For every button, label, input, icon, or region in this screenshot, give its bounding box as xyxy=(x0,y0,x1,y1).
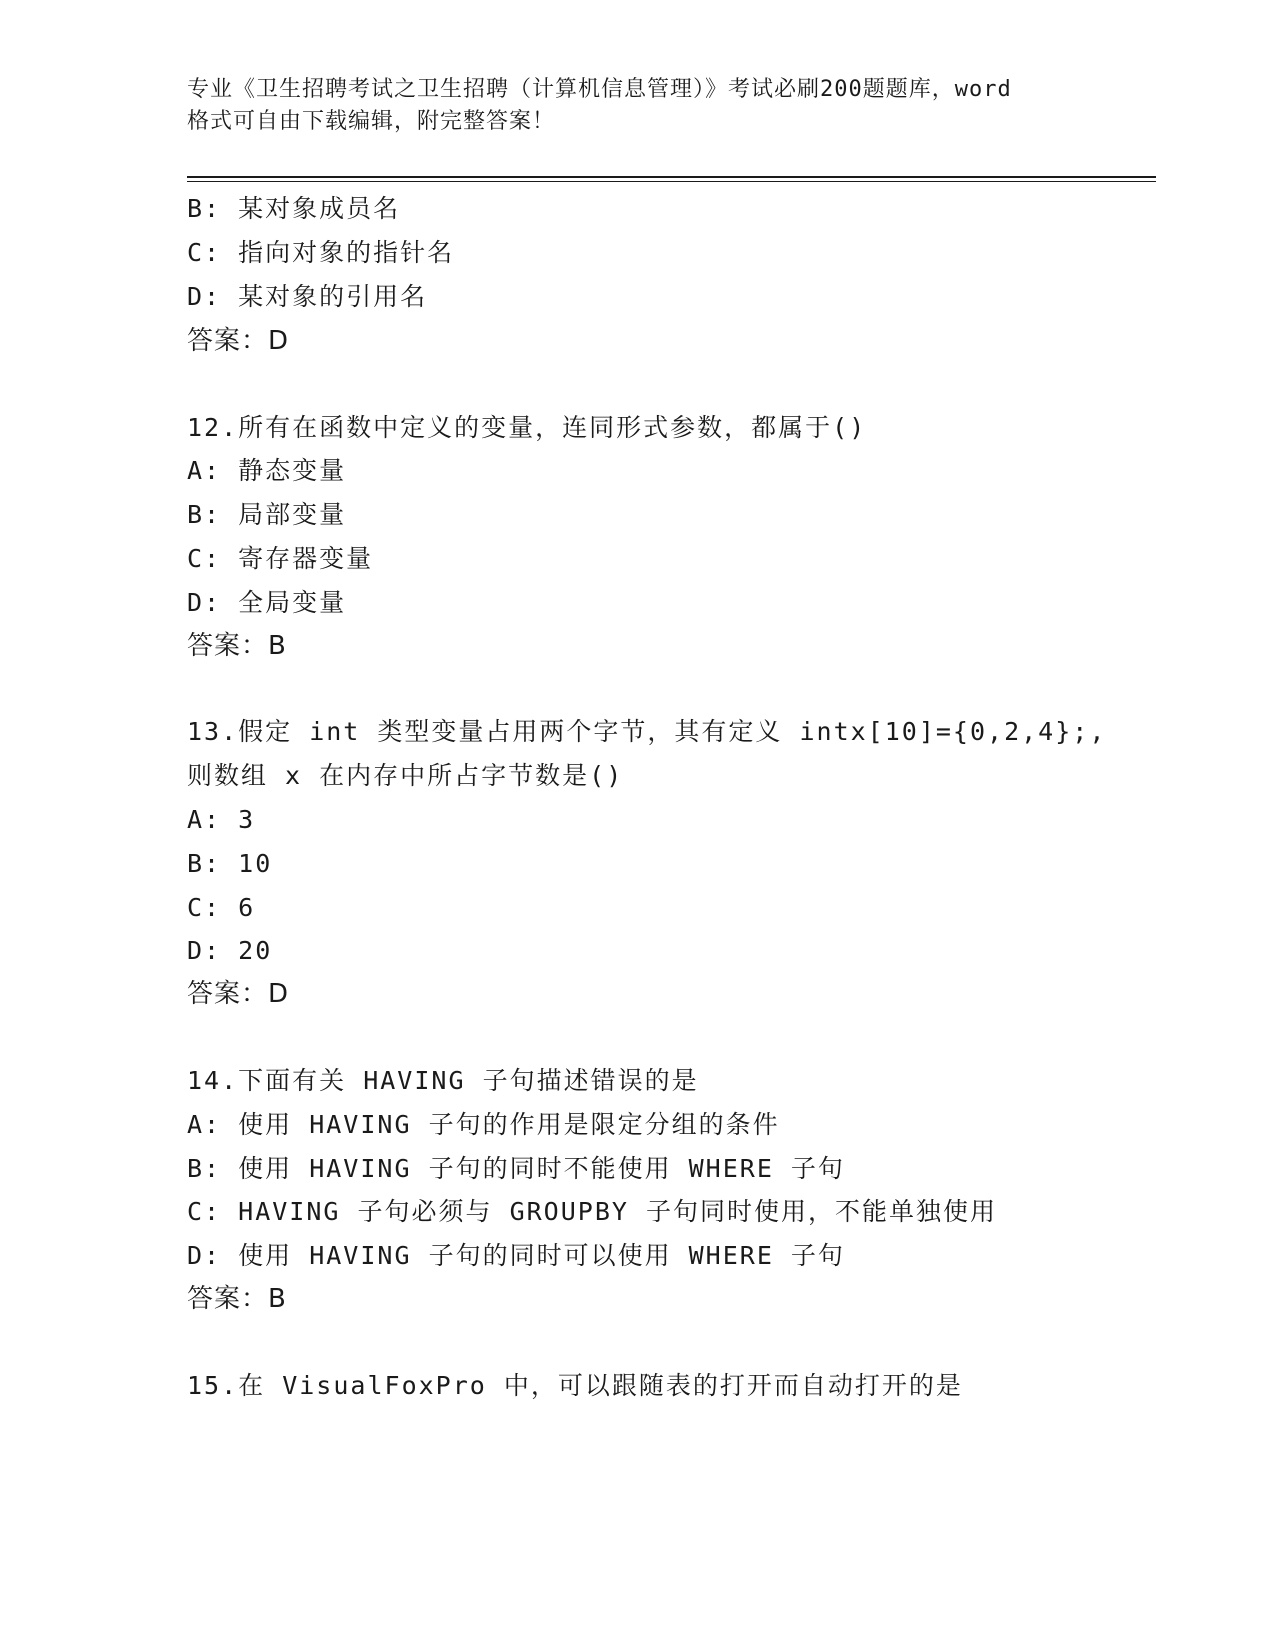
q12-option-a: A: 静态变量 xyxy=(187,456,347,485)
q12-option-d: D: 全局变量 xyxy=(187,588,347,617)
q12-option-c: C: 寄存器变量 xyxy=(187,544,374,573)
q14-option-b: B: 使用 HAVING 子句的同时不能使用 WHERE 子句 xyxy=(187,1154,845,1183)
q13-option-d: D: 20 xyxy=(187,936,273,965)
q14-option-d: D: 使用 HAVING 子句的同时可以使用 WHERE 子句 xyxy=(187,1241,845,1270)
q12-option-b: B: 局部变量 xyxy=(187,500,347,529)
q13-stem-line1: 13.假定 int 类型变量占用两个字节，其有定义 intx[10]={0,2,4};, xyxy=(187,717,1107,746)
header-title-line2: 格式可自由下载编辑，附完整答案！ xyxy=(187,109,556,134)
header-title-line1: 专业《卫生招聘考试之卫生招聘（计算机信息管理）》考试必刷200题题库，word xyxy=(187,77,1012,102)
q14-stem: 14.下面有关 HAVING 子句描述错误的是 xyxy=(187,1066,699,1095)
q12-stem: 12.所有在函数中定义的变量，连同形式参数，都属于() xyxy=(187,413,867,442)
q14-answer: 答案：B xyxy=(187,1284,287,1314)
q13-option-b: B: 10 xyxy=(187,849,273,878)
q13-option-c: C: 6 xyxy=(187,893,256,922)
q15-stem: 15.在 VisualFoxPro 中，可以跟随表的打开而自动打开的是 xyxy=(187,1371,963,1400)
q11-answer: 答案：D xyxy=(187,326,290,356)
q11-option-c: C: 指向对象的指针名 xyxy=(187,238,455,267)
q11-option-d: D: 某对象的引用名 xyxy=(187,282,428,311)
q13-stem-line2: 则数组 x 在内存中所占字节数是() xyxy=(187,761,624,790)
q13-option-a: A: 3 xyxy=(187,805,256,834)
q14-option-a: A: 使用 HAVING 子句的作用是限定分组的条件 xyxy=(187,1110,780,1139)
q12-answer: 答案：B xyxy=(187,631,287,661)
header-divider xyxy=(187,176,1156,182)
q13-answer: 答案：D xyxy=(187,979,290,1009)
q14-option-c: C: HAVING 子句必须与 GROUPBY 子句同时使用，不能单独使用 xyxy=(187,1197,997,1226)
q11-option-b: B: 某对象成员名 xyxy=(187,194,401,223)
document-header xyxy=(187,74,1087,138)
